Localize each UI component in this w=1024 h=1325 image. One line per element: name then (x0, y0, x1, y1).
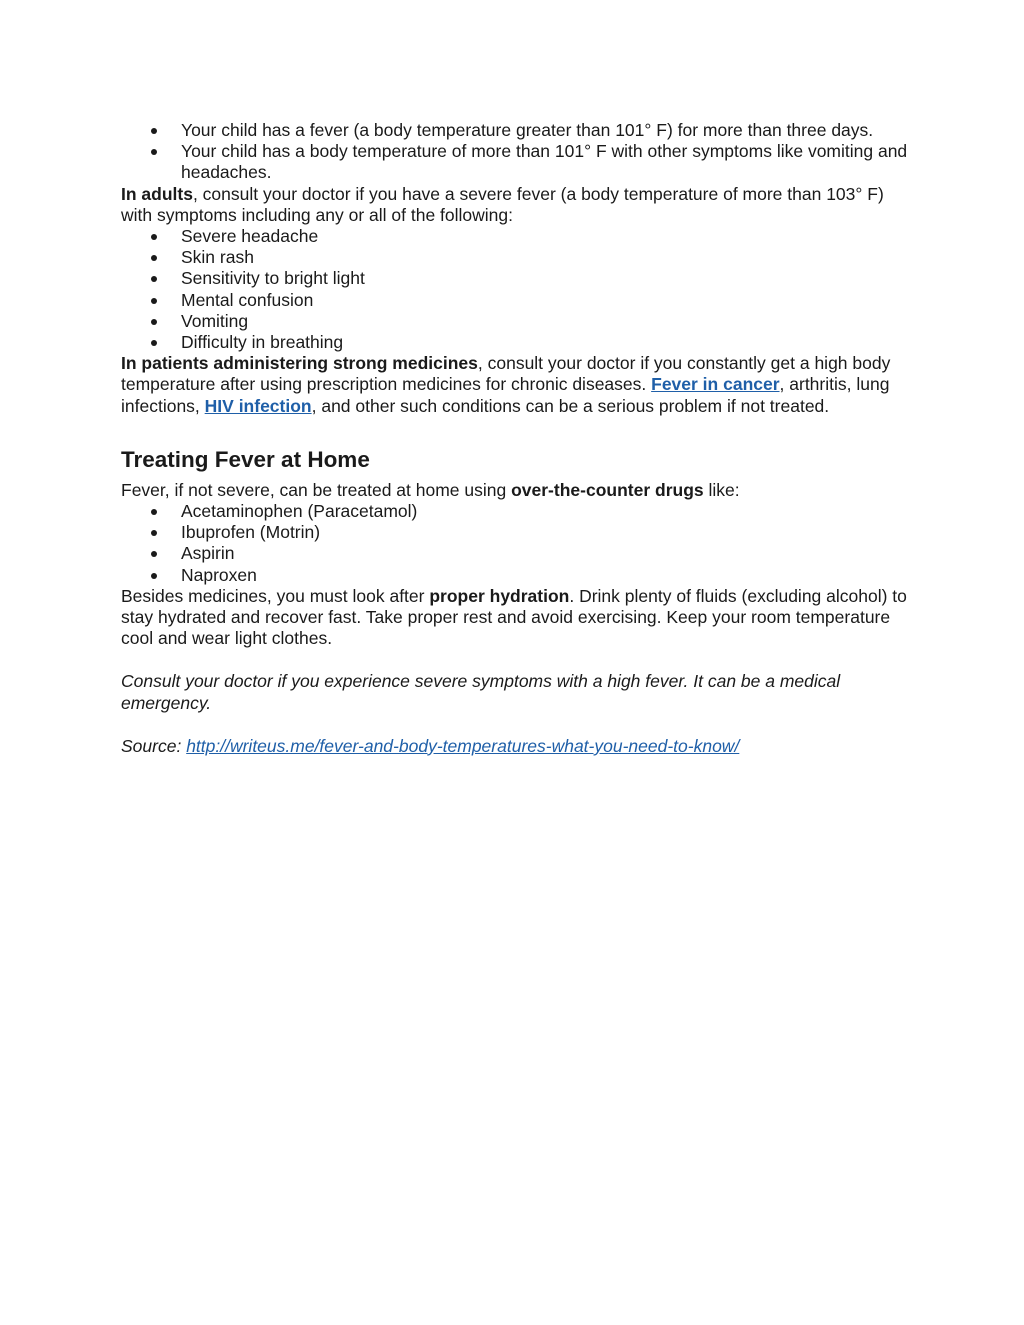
bullet-icon (151, 149, 157, 155)
source-paragraph (121, 736, 911, 757)
bullet-icon (151, 530, 157, 536)
document-page (121, 120, 911, 757)
list-item: Your child has a fever (a body temperature greater than 101° F) for more than three days. (121, 120, 911, 141)
list-item: Ibuprofen (Motrin) (121, 522, 911, 543)
strong-medicines-lead: In patients administering strong medicines (121, 353, 478, 374)
treating-fever-heading: Treating Fever at Home (121, 446, 370, 472)
list-item: Acetaminophen (Paracetamol) (121, 501, 911, 522)
bullet-icon (151, 551, 157, 557)
list-item: Sensitivity to bright light (121, 268, 911, 289)
warning-paragraph: Consult your doctor if you experience severe symptoms with a high fever. It can be a medical emergency. (121, 671, 841, 713)
bullet-icon (151, 573, 157, 579)
list-item: Skin rash (121, 247, 911, 268)
bullet-icon (151, 319, 157, 325)
adult-symptoms-list (121, 226, 911, 353)
bullet-icon (151, 340, 157, 346)
source-label: Source: (121, 735, 187, 756)
list-item: Aspirin (121, 543, 911, 564)
list-item: Difficulty in breathing (121, 332, 911, 353)
list-item: Naproxen (121, 565, 911, 586)
list-item: Your child has a body temperature of more than 101° F with other symptoms like vomiting and headaches. (121, 141, 911, 183)
source-link[interactable]: http://writeus.me/fever-and-body-temperatures-what-you-need-to-know/ (186, 735, 740, 756)
list-item: Mental confusion (121, 290, 911, 311)
bullet-icon (151, 298, 157, 304)
fever-in-cancer-link[interactable]: Fever in cancer (651, 374, 780, 395)
bullet-icon (151, 509, 157, 515)
hydration-paragraph: Besides medicines, you must look after proper hydration. Drink plenty of fluids (excluding alcohol) to stay hydrated and recover fast. Take proper rest and avoid exercising. Keep your room temperature cool and wear light clothes. (121, 585, 907, 649)
adults-paragraph: In adults, consult your doctor if you have a severe fever (a body temperature of more than 103° F) with symptoms including any or all of the following: (121, 183, 884, 225)
adults-lead: In adults (121, 183, 193, 204)
hiv-infection-link[interactable]: HIV infection (204, 395, 312, 416)
bullet-icon (151, 128, 157, 134)
bullet-icon (151, 255, 157, 261)
spacer (121, 649, 911, 671)
home-intro-paragraph: Fever, if not severe, can be treated at home using over-the-counter drugs like: (121, 479, 740, 500)
child-fever-list (121, 120, 911, 184)
bullet-icon (151, 234, 157, 240)
bullet-icon (151, 276, 157, 282)
list-item: Vomiting (121, 311, 911, 332)
drugs-list (121, 501, 911, 586)
list-item: Severe headache (121, 226, 911, 247)
strong-medicines-paragraph: In patients administering strong medicines, consult your doctor if you constantly get a high body temperature after using prescription medicines for chronic diseases. Fever in cancer, arthritis, lung infections, HIV infection, and other such conditions can be a serious problem if not treated. (121, 353, 891, 416)
spacer (121, 714, 911, 736)
